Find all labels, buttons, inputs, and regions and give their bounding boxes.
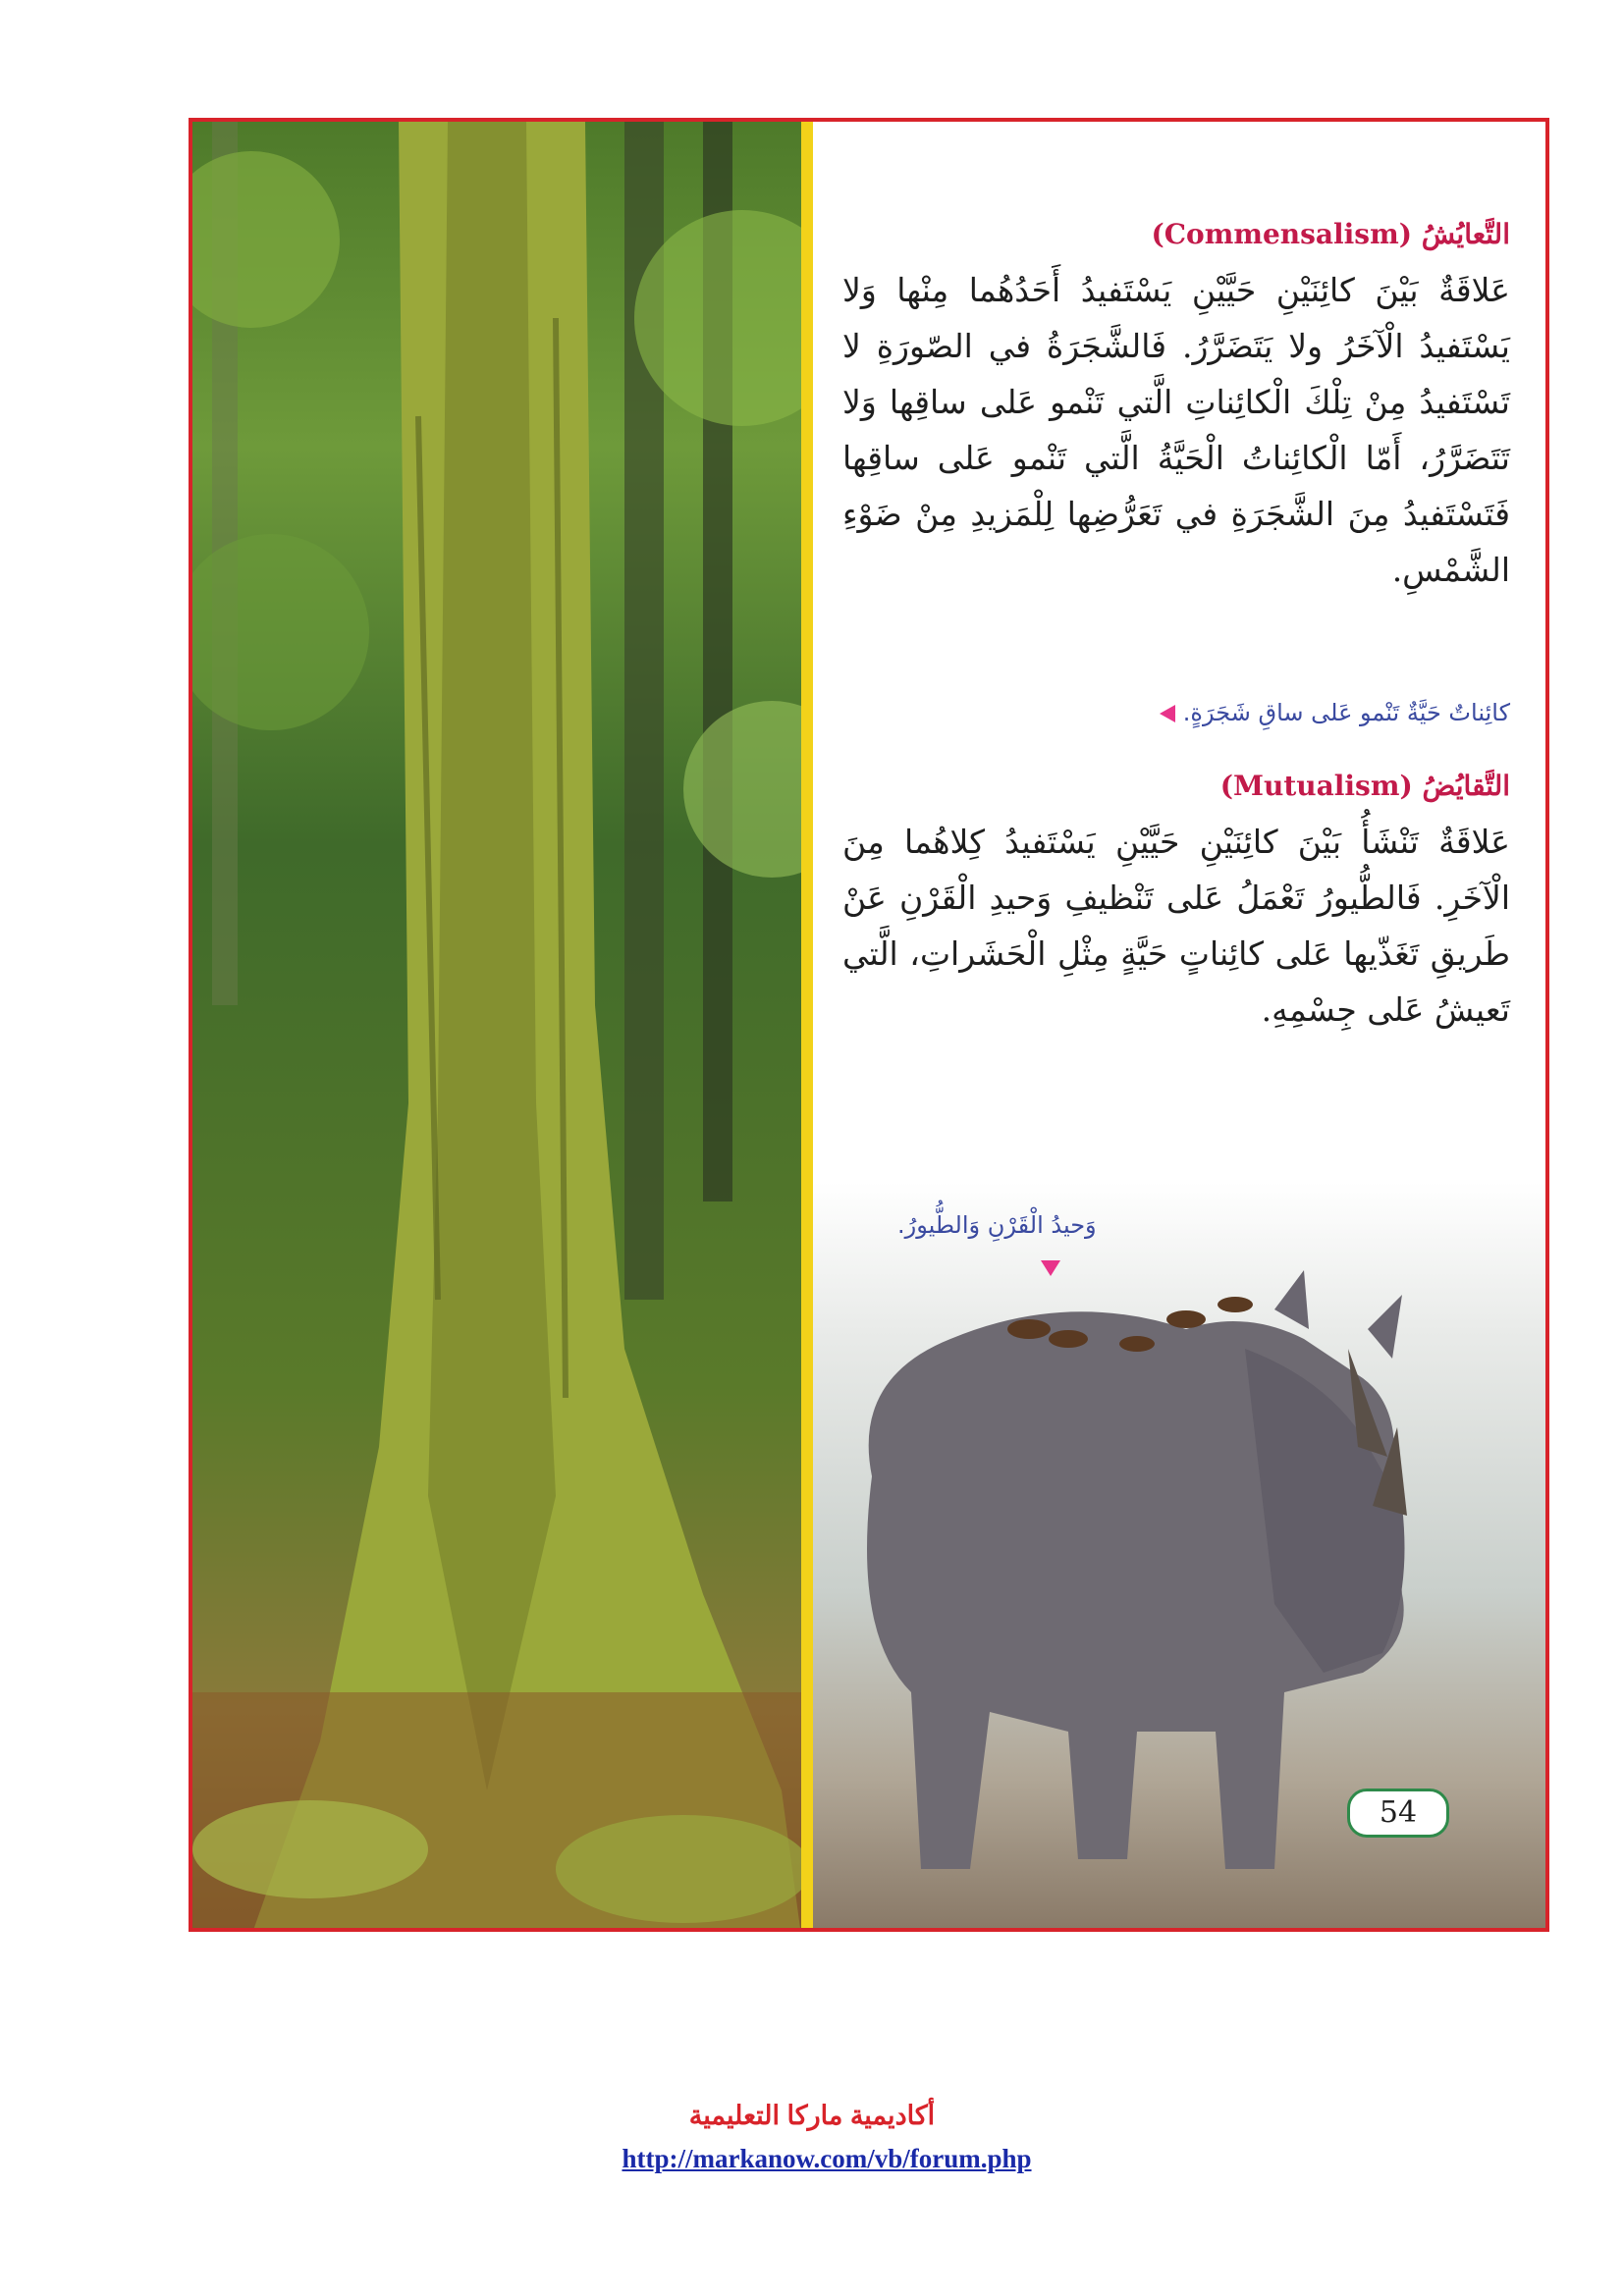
rhino-caption	[897, 1211, 1097, 1239]
commensalism-section	[842, 218, 1510, 598]
left-pointer-icon	[1160, 705, 1175, 722]
rhino-caption-text: وَحيدُ الْقَرْنِ وَالطُّيورُ.	[897, 1211, 1097, 1239]
mutualism-heading: التَّقايُضُ (Mutualism)	[1219, 770, 1510, 802]
page-number: 54	[1347, 1789, 1449, 1838]
mutualism-section	[842, 770, 1510, 1038]
mutualism-paragraph: عَلاقَةٌ تَنْشَأُ بَيْنَ كائِنَيْنِ حَيَّيْنِ يَسْتَفيدُ كِلاهُما مِنَ الْآخَرِ. فَالطُّيورُ تَعْمَلُ عَلى تَنْظيفِ وَحيدِ الْقَرْنِ عَنْ طَريقِ تَغَذّيها عَلى كائِناتٍ حَيَّةٍ مِثْلِ الْحَشَراتِ، الَّتي تَعيشُ عَلى جِسْمِهِ.	[842, 823, 1510, 1029]
forum-link-row	[0, 2144, 1624, 2174]
tree-caption-text: كائِناتٌ حَيَّةٌ تَنْمو عَلى ساقِ شَجَرَةٍ.	[1182, 699, 1510, 726]
tree-caption	[1154, 699, 1510, 726]
mossy-tree-photo	[192, 122, 801, 1928]
commensalism-heading: التَّعايُشُ (Commensalism)	[1151, 218, 1510, 250]
tree-illustration	[192, 122, 801, 1928]
forum-link[interactable]: http://markanow.com/vb/forum.php	[622, 2144, 1032, 2173]
academy-name: أكاديمية ماركا التعليمية	[688, 2101, 936, 2130]
yellow-divider	[801, 122, 813, 1928]
text-panel	[813, 122, 1545, 1928]
textbook-page	[189, 118, 1549, 1932]
commensalism-paragraph: عَلاقَةٌ بَيْنَ كائِنَيْنِ حَيَّيْنِ يَسْتَفيدُ أَحَدُهُما مِنْها وَلا يَسْتَفيدُ الْآخَرُ ولا يَتَضَرَّرُ. فَالشَّجَرَةُ في الصّورَةِ لا تَسْتَفيدُ مِنْ تِلْكَ الْكائِناتِ الَّتي تَنْمو عَلى ساقِها وَلا تَتَضَرَّرُ، أَمّا الْكائِناتُ الْحَيَّةُ الَّتي تَنْمو عَلى ساقِها فَتَسْتَفيدُ مِنَ الشَّجَرَةِ في تَعَرُّضِها لِلْمَزيدِ مِنْ ضَوْءِ الشَّمْسِ.	[842, 271, 1510, 589]
down-pointer-icon	[1041, 1260, 1060, 1276]
